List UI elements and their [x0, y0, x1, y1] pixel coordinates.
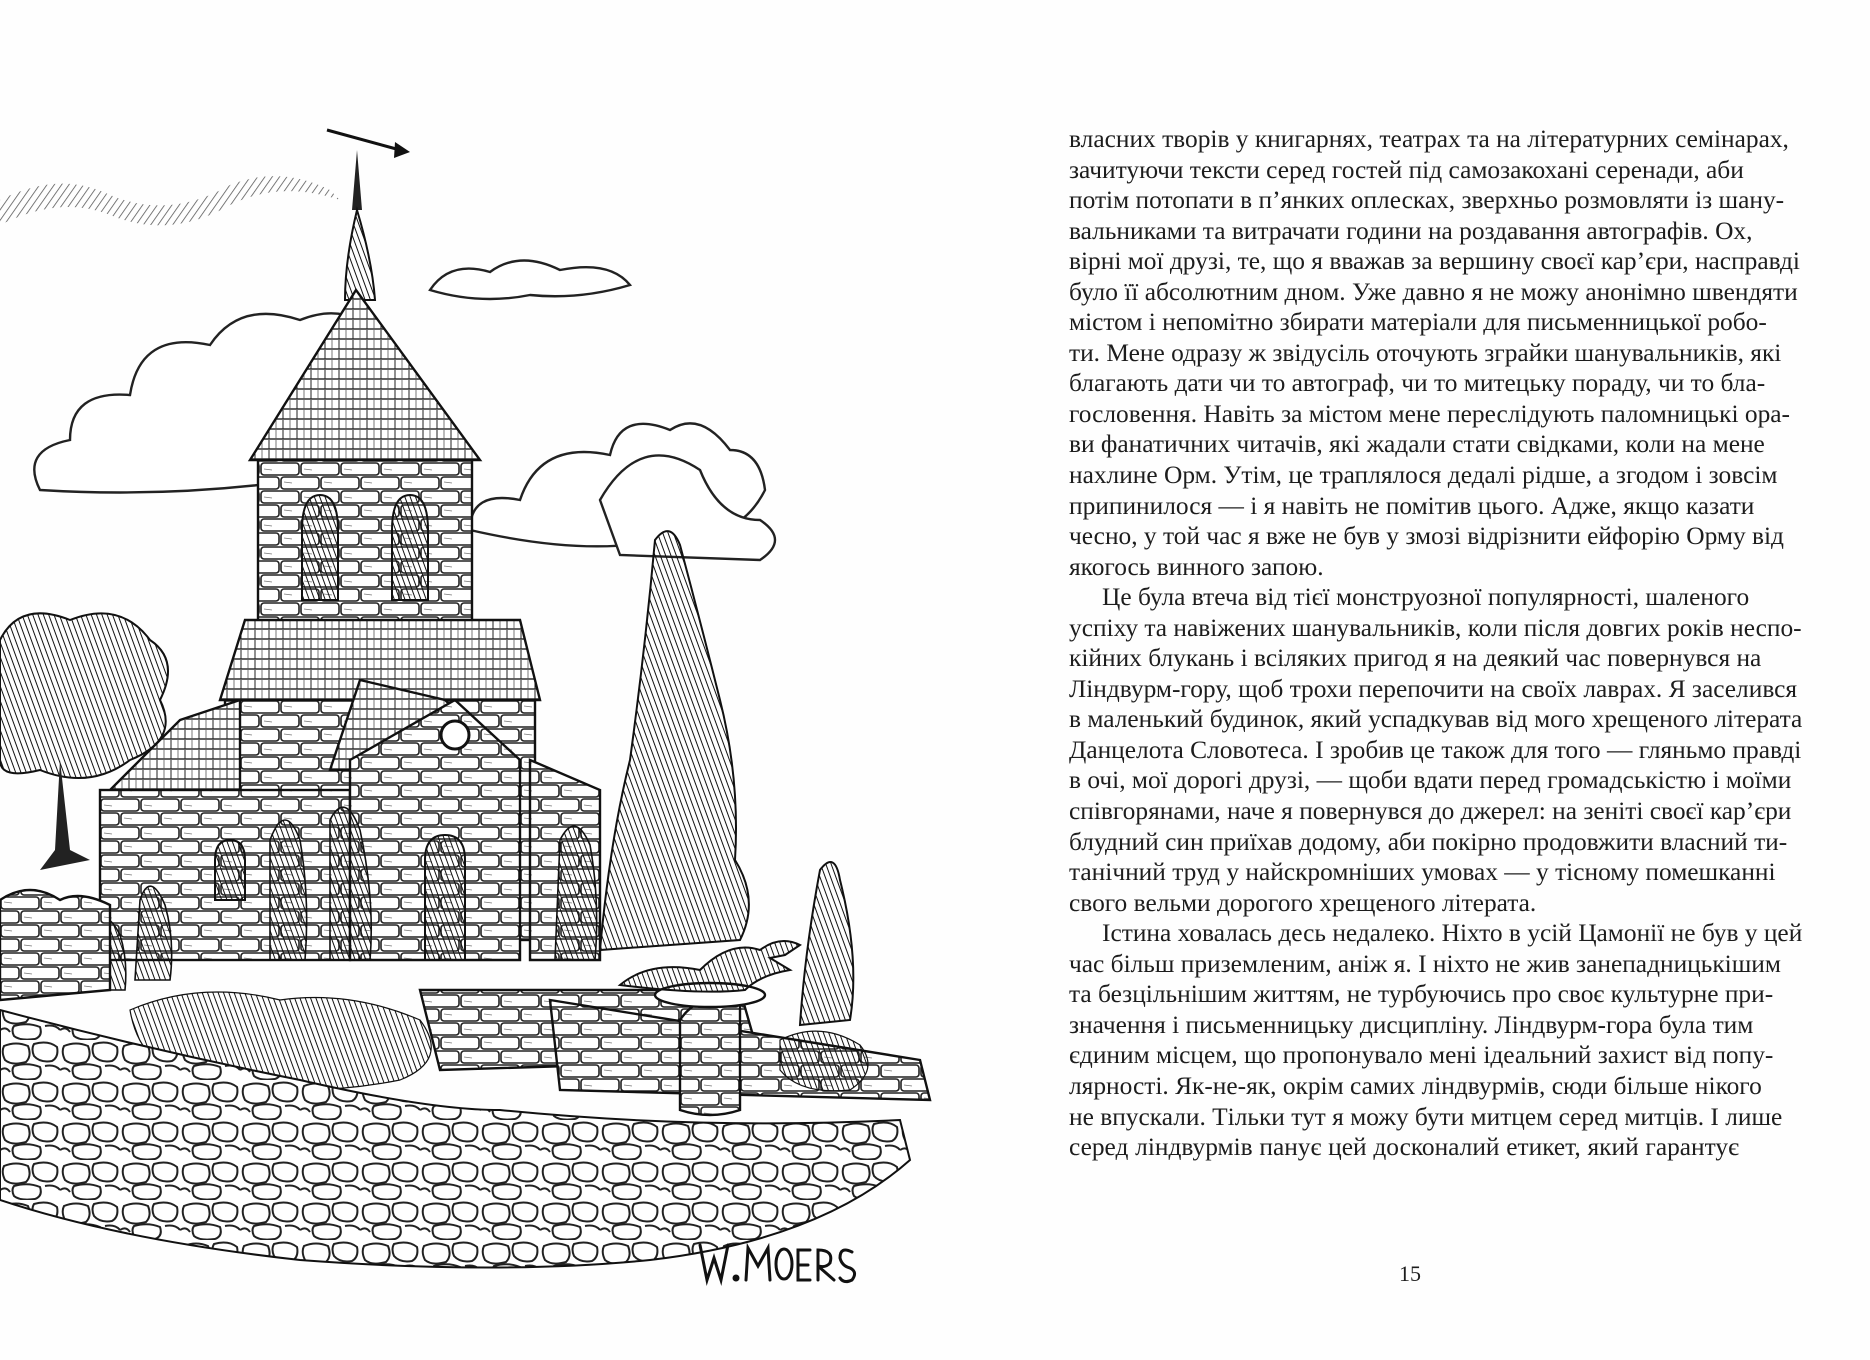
text-line: містом і непомітно збирати матеріали для письменницької робо- [1069, 308, 1767, 337]
page-number: 15 [1399, 1261, 1421, 1286]
text-line: ти. Мене одразу ж звідусіль оточують зграйки шанувальників, які [1069, 338, 1782, 367]
castle-illustration [0, 110, 1000, 1310]
text-line: кійних блукань і всіляких пригод я на деякий час повернувся на [1069, 644, 1762, 673]
text-line: в маленький будинок, який успадкував від мого хрещеного літерата [1069, 705, 1803, 734]
text-line: свого вельми дорогого хрещеного літерата. [1069, 888, 1537, 917]
text-line: Істина ховалась десь недалеко. Ніхто в усій Цамонії не був у цей [1102, 919, 1803, 948]
text-line: Це була втеча від тієї монструозної популярності, шаленого [1102, 583, 1750, 612]
text-line: та безцільнішим життям, не турбуючись про своє культурне при- [1069, 980, 1774, 1009]
text-line: єдиним місцем, що пропонувало мені ідеальний захист від попу- [1069, 1041, 1774, 1070]
text-line: блудний син приїхав додому, аби покірно продовжити власний ти- [1069, 827, 1788, 856]
text-line: вірні мої друзі, те, що я вважав за вершину своєї кар’єри, насправді [1069, 247, 1800, 276]
text-line: успіху та навіжених шанувальників, коли після довгих років неспо- [1069, 613, 1802, 642]
text-line: потім потопати в п’янких оплесках, зверхньо розмовляти із шану- [1069, 186, 1785, 215]
text-line: чесно, у той час я вже не був у змозі відрізнити ейфорію Орму від [1069, 522, 1784, 551]
text-line: було її абсолютним дном. Уже давно я не можу анонімно швендяти [1069, 277, 1798, 306]
text-line: значення і письменницьку дисципліну. Ліндвурм-гора була тим [1069, 1010, 1754, 1039]
text-line: вальниками та витрачати години на роздавання автографів. Ох, [1069, 216, 1753, 245]
text-line: не впускали. Тільки тут я можу бути митцем серед митців. І лише [1069, 1102, 1783, 1131]
text-line: нахлине Орм. Утім, це траплялося дедалі рідше, а згодом і зовсім [1069, 461, 1778, 490]
text-line: час більш приземленим, аніж я. І ніхто не жив занепадницькішим [1069, 949, 1781, 978]
text-line: танічний труд у найскромніших умовах — у тісному помешканні [1069, 858, 1776, 887]
text-line: серед ліндвурмів панує цей досконалий етикет, який гарантує [1069, 1133, 1739, 1162]
body-text [1069, 124, 1803, 1163]
text-line: Данцелота Словотеса. І зробив це також для того — гляньмо правді [1069, 735, 1802, 764]
text-line: Ліндвурм-гору, щоб трохи перепочити на своїх лаврах. Я заселився [1069, 674, 1798, 703]
text-line: лярності. Як-не-як, окрім самих ліндвурмів, сюди більше нікого [1069, 1071, 1762, 1100]
text-line: якогось винного запою. [1069, 552, 1324, 581]
text-line: в очі, мої дорогі друзі, — щоби вдати перед громадськістю і моїми [1069, 766, 1792, 795]
text-line: гословення. Навіть за містом мене переслідують паломницькі ора- [1069, 399, 1790, 428]
text-line: припинилося — і я навіть не помітив цього. Адже, якщо казати [1069, 491, 1755, 520]
text-line: ви фанатичних читачів, які жадали стати свідками, коли на мене [1069, 430, 1765, 459]
text-line: зачитуючи тексти серед гостей під самозакохані серенади, аби [1069, 155, 1744, 184]
text-line: співгорянами, наче я повернувся до джерел: на зеніті своєї кар’єри [1069, 797, 1792, 826]
text-line: власних творів у книгарнях, театрах та на літературних семінарах, [1069, 125, 1789, 153]
text-line: благають дати чи то автограф, чи то митецьку пораду, чи то бла- [1069, 369, 1766, 398]
